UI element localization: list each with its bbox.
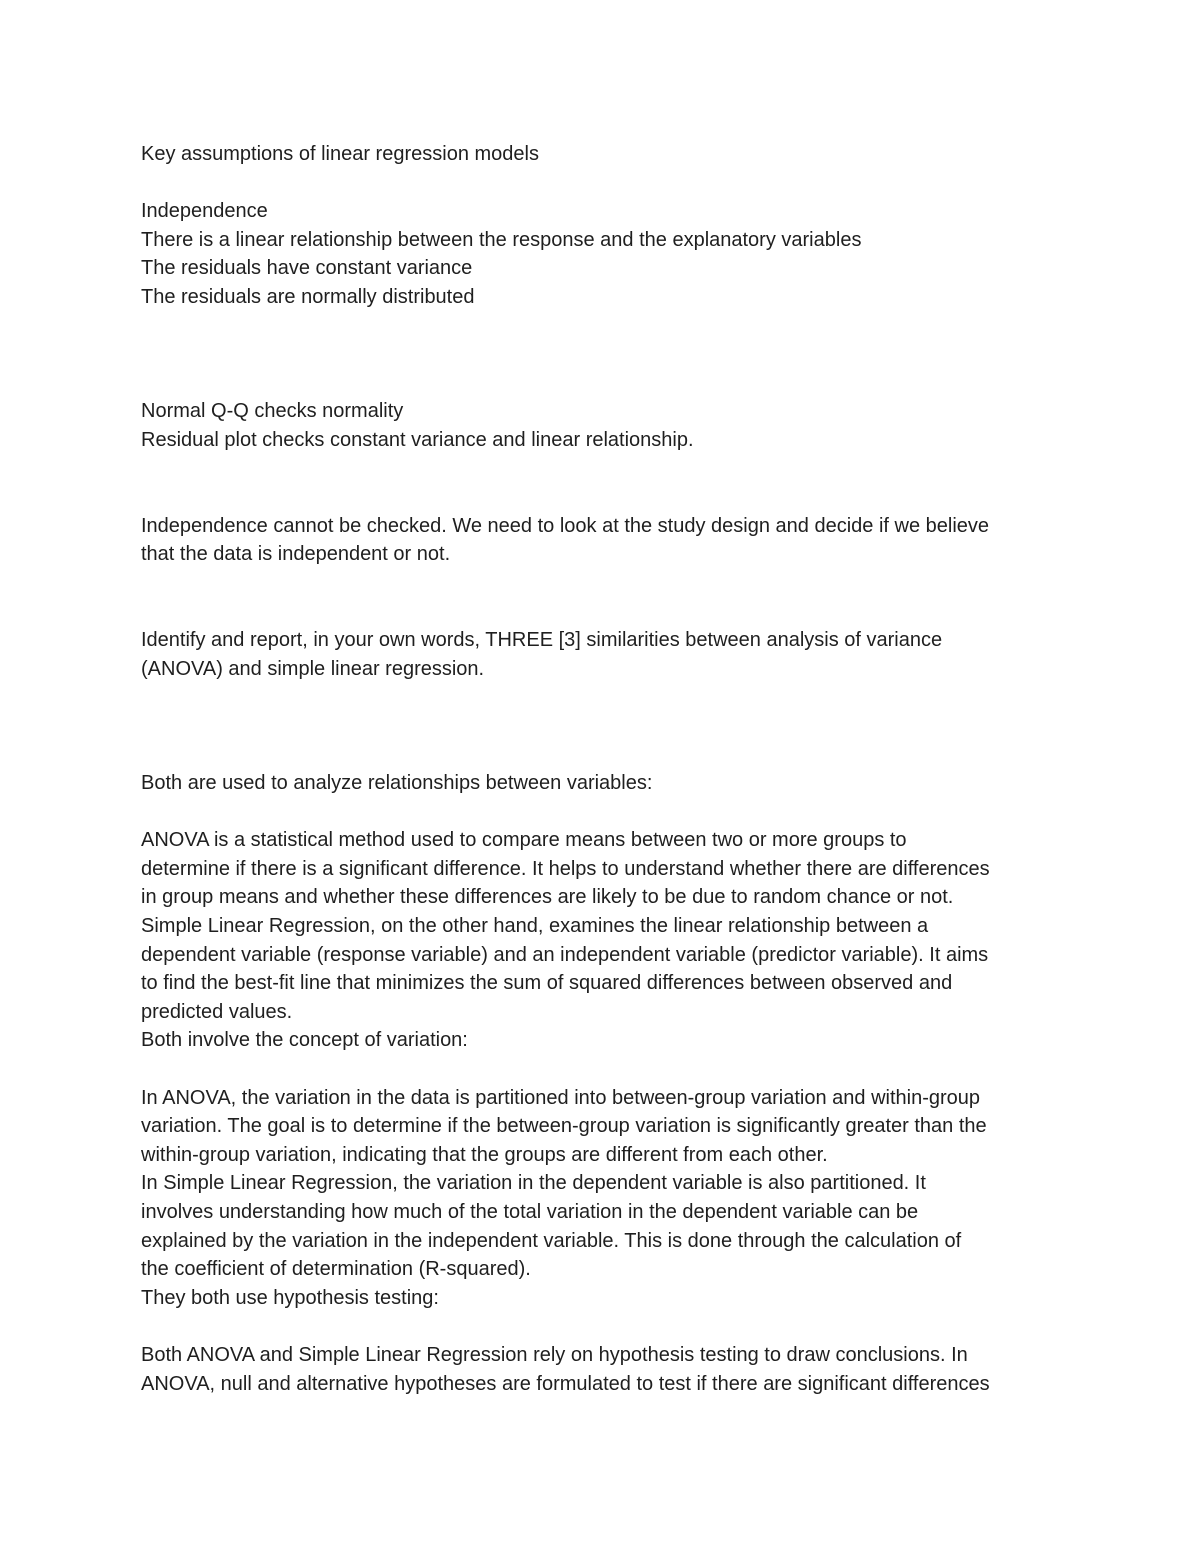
blank-line [141,598,1071,627]
blank-line [141,1312,1071,1341]
paragraph-line: ANOVA, null and alternative hypotheses are formulated to test if there are significant differences [141,1372,990,1395]
assumption-item: The residuals are normally distributed [141,285,475,308]
paragraph-line: In ANOVA, the variation in the data is partitioned into between-group variation and within-group [141,1086,981,1109]
section-heading: Both are used to analyze relationships between variables: [141,772,653,795]
assumption-item: There is a linear relationship between the response and the explanatory variables [141,228,862,251]
paragraph-line: determine if there is a significant difference. It helps to understand whether there are differences [141,857,990,880]
assumption-item: The residuals have constant variance [141,257,473,280]
paragraph-line: to find the best-fit line that minimizes the sum of squared differences between observed and [141,972,953,995]
paragraph-line: involves understanding how much of the total variation in the dependent variable can be [141,1200,919,1223]
blank-line [141,740,1071,769]
section-heading: They both use hypothesis testing: [141,1286,439,1309]
paragraph-line: Both ANOVA and Simple Linear Regression rely on hypothesis testing to draw conclusions. In [141,1343,968,1366]
blank-line [141,312,1071,341]
assumption-item: Independence [141,200,268,223]
paragraph-line: dependent variable (response variable) and an independent variable (predictor variable). It aims [141,943,989,966]
section-heading: Both involve the concept of variation: [141,1029,468,1052]
question-line: Identify and report, in your own words, THREE [3] similarities between analysis of variance [141,629,943,652]
paragraph-line: In Simple Linear Regression, the variation in the dependent variable is also partitioned. It [141,1172,926,1195]
paragraph-line: variation. The goal is to determine if the between-group variation is significantly greater than the [141,1115,987,1138]
paragraph-line: Normal Q-Q checks normality [141,400,404,423]
paragraph-line: predicted values. [141,1000,293,1023]
blank-line [141,1055,1071,1084]
document-body [141,140,1071,1398]
blank-line [141,340,1071,369]
question-line: (ANOVA) and simple linear regression. [141,657,485,680]
paragraph-line: within-group variation, indicating that the groups are different from each other. [141,1143,828,1166]
paragraph-line: the coefficient of determination (R-squared). [141,1258,531,1281]
paragraph-line: in group means and whether these differences are likely to be due to random chance or not. [141,886,954,909]
blank-line [141,169,1071,198]
blank-line [141,369,1071,398]
blank-line [141,798,1071,827]
paragraph-line: ANOVA is a statistical method used to compare means between two or more groups to [141,829,907,852]
blank-line [141,455,1071,484]
paragraph-line: Independence cannot be checked. We need to look at the study design and decide if we believe [141,514,990,537]
paragraph-line: Simple Linear Regression, on the other hand, examines the linear relationship between a [141,915,929,938]
paragraph-line: explained by the variation in the independent variable. This is done through the calculation of [141,1229,962,1252]
blank-line [141,712,1071,741]
paragraph-line: that the data is independent or not. [141,543,451,566]
paragraph-line: Residual plot checks constant variance and linear relationship. [141,428,694,451]
blank-line [141,483,1071,512]
blank-line [141,569,1071,598]
blank-line [141,683,1071,712]
document-title: Key assumptions of linear regression models [141,143,539,165]
